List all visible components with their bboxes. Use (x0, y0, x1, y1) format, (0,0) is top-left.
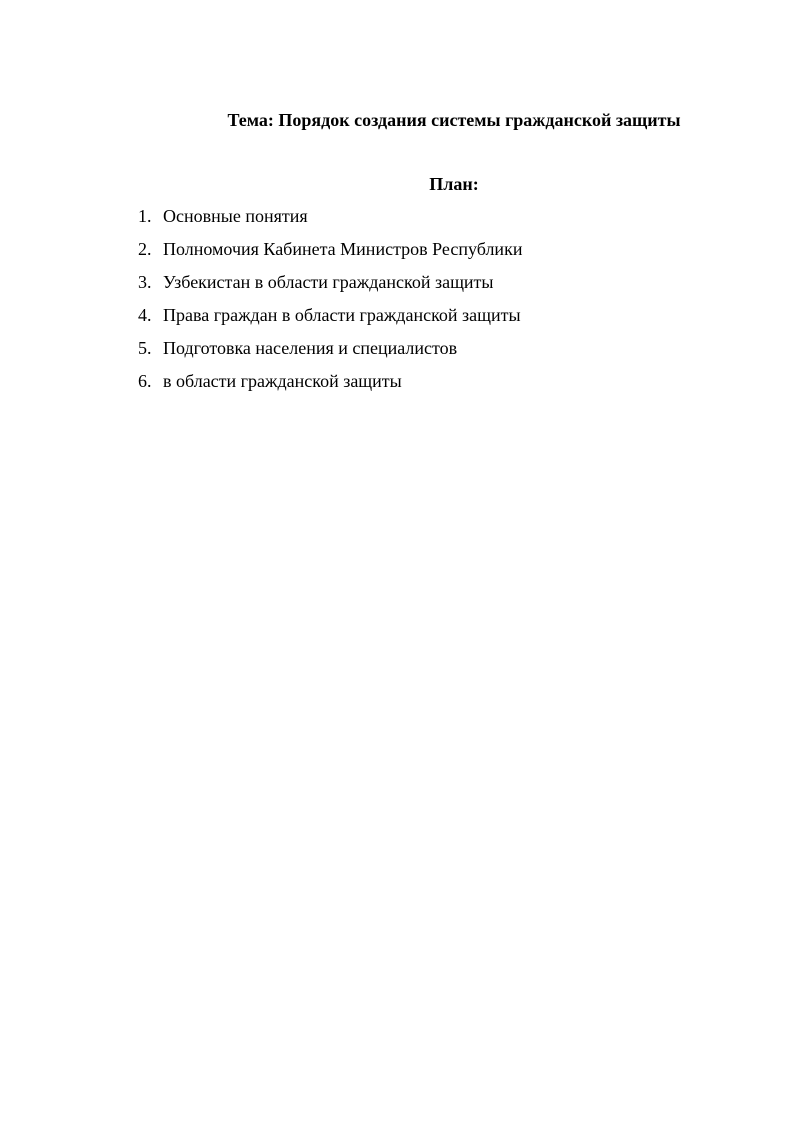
plan-item (138, 204, 738, 237)
plan-item (138, 369, 738, 402)
plan-item (138, 237, 738, 270)
plan-item-text: в области гражданской защиты (163, 371, 402, 391)
plan-item-number: 2. (138, 239, 152, 259)
plan-item-number: 3. (138, 272, 152, 292)
plan-item-text: Узбекистан в области гражданской защиты (163, 272, 494, 292)
plan-item (138, 270, 738, 303)
plan-item-text: Полномочия Кабинета Министров Республики (163, 239, 523, 259)
plan-item-text: Подготовка населения и специалистов (163, 338, 458, 358)
plan-item-number: 4. (138, 305, 152, 325)
plan-item-text: Права граждан в области гражданской защиты (163, 305, 521, 325)
plan-list (138, 204, 738, 402)
plan-item-number: 1. (138, 206, 152, 226)
plan-item-text: Основные понятия (163, 206, 308, 226)
document-title: Тема: Порядок создания системы гражданской защиты (227, 110, 681, 130)
plan-item (138, 336, 738, 369)
plan-heading: План: (429, 174, 479, 194)
plan-item-number: 6. (138, 371, 152, 391)
plan-item-number: 5. (138, 338, 152, 358)
plan-item (138, 303, 738, 336)
